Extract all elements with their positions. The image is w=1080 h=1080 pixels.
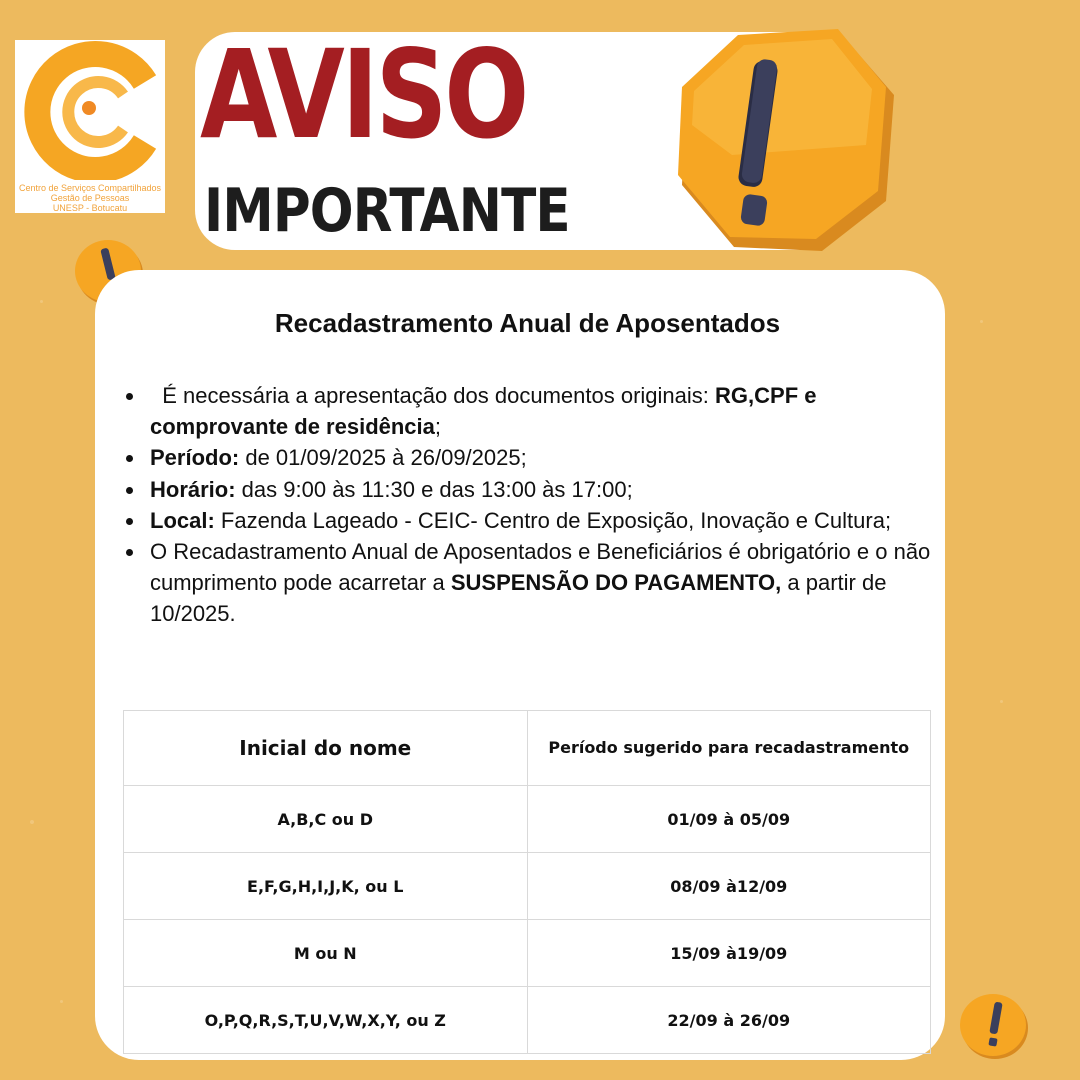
logo-line: Centro de Serviços Compartilhados: [18, 183, 162, 193]
table-cell: 01/09 à 05/09: [527, 786, 931, 853]
background-speck: [1000, 700, 1003, 703]
schedule-table: [123, 710, 931, 1054]
list-item: É necessária a apresentação dos documentos originais: RG,CPF e comprovante de residência;: [150, 380, 950, 442]
banner-title: AVISO: [200, 24, 526, 166]
notice-title: Recadastramento Anual de Aposentados: [274, 308, 781, 338]
table-cell: 08/09 à12/09: [527, 853, 931, 920]
table-cell: 22/09 à 26/09: [527, 987, 931, 1054]
csc-logo: [15, 40, 165, 213]
table-row: [124, 853, 931, 920]
logo-line: Gestão de Pessoas: [50, 193, 130, 203]
banner-subtitle: IMPORTANTE: [204, 176, 570, 246]
logo-line: UNESP - Botucatu: [52, 203, 128, 213]
list-item: Local: Fazenda Lageado - CEIC- Centro de Exposição, Inovação e Cultura;: [150, 505, 950, 536]
exclamation-badge-icon: [672, 25, 904, 261]
background-speck: [40, 300, 43, 303]
table-cell: E,F,G,H,I,J,K, ou L: [124, 853, 528, 920]
table-cell: A,B,C ou D: [124, 786, 528, 853]
table-row: [124, 987, 931, 1054]
list-item: Horário: das 9:00 às 11:30 e das 13:00 às 17:00;: [150, 474, 950, 505]
table-cell: O,P,Q,R,S,T,U,V,W,X,Y, ou Z: [124, 987, 528, 1054]
table-header-row: [124, 711, 931, 786]
table-cell: 15/09 à19/09: [527, 920, 931, 987]
table-row: [124, 786, 931, 853]
background-speck: [60, 1000, 63, 1003]
column-header: Período sugerido para recadastramento: [527, 711, 931, 786]
csc-logo-mark-icon: [15, 40, 165, 180]
list-item: O Recadastramento Anual de Aposentados e Beneficiários é obrigatório e o não cumprimento pode acarretar a SUSPENSÃO DO PAGAMENTO, a partir de 10/2025.: [150, 536, 950, 630]
table-cell: M ou N: [124, 920, 528, 987]
requirements-list: [150, 380, 950, 630]
column-header: Inicial do nome: [124, 711, 528, 786]
list-item: Período: de 01/09/2025 à 26/09/2025;: [150, 442, 950, 473]
table-row: [124, 920, 931, 987]
small-exclamation-badge-icon: [958, 990, 1030, 1062]
background-speck: [30, 820, 34, 824]
